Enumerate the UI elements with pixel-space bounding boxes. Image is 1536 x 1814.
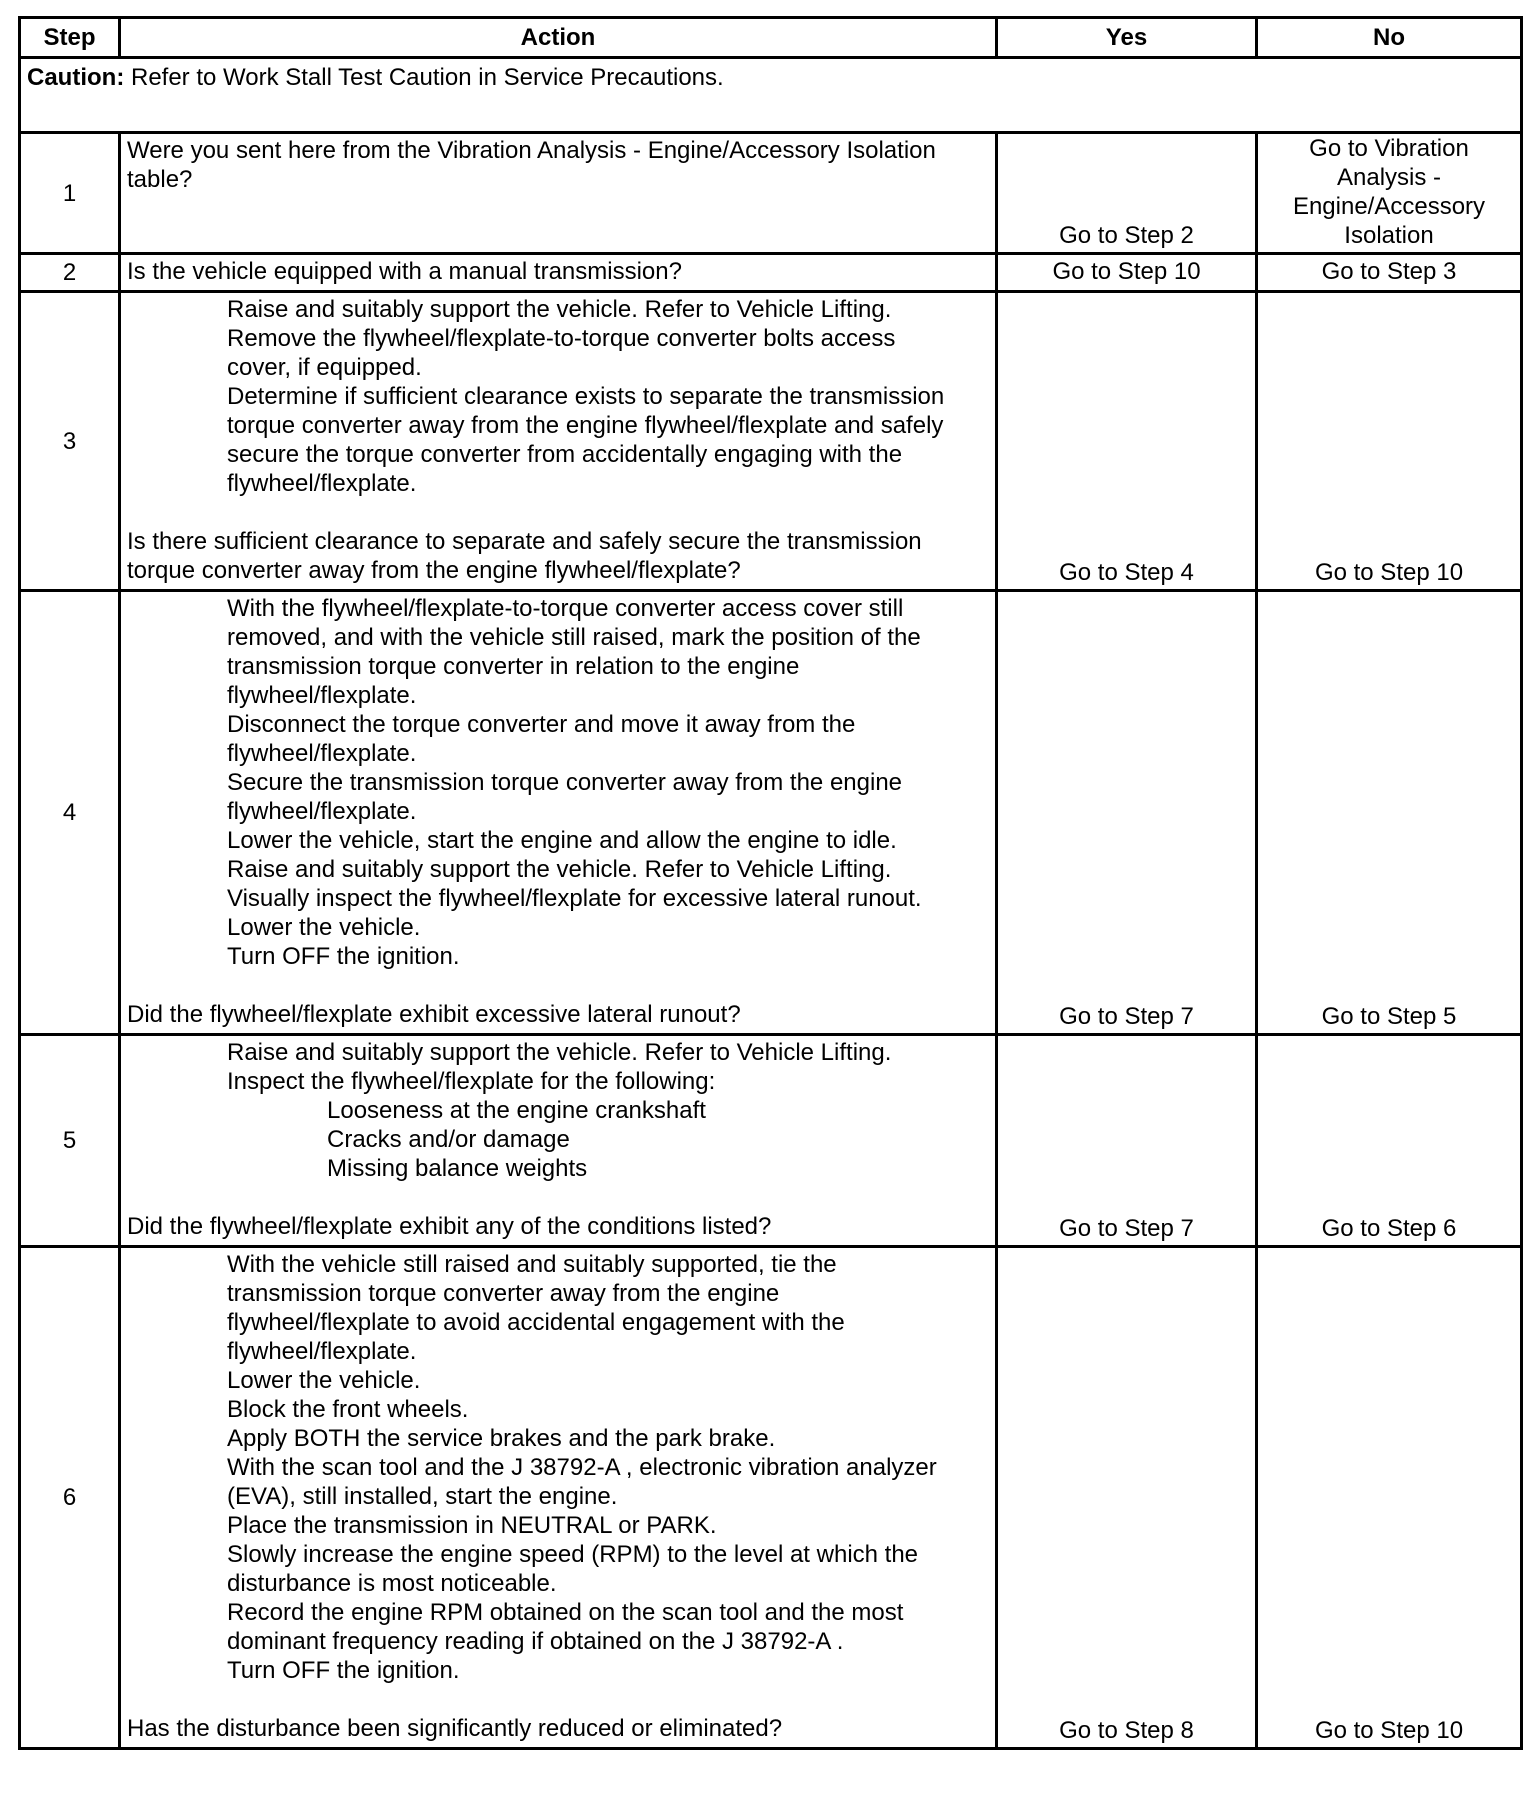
action-step: disturbance is most noticeable. [227,1570,557,1597]
header-no: No [1257,18,1522,58]
table-row-step-3 [20,292,1522,591]
question-text: Has the disturbance been significantly reduced or eliminated? [127,1715,783,1742]
action-cell [120,1247,997,1749]
action-step: Lower the vehicle, start the engine and allow the engine to idle. [227,827,897,854]
action-step: flywheel/flexplate to avoid accidental engagement with the [227,1309,845,1336]
step-number: 6 [20,1247,120,1749]
action-step: Lower the vehicle. [227,914,421,941]
action-substep: Cracks and/or damage [327,1126,570,1153]
action-step: Determine if sufficient clearance exists to separate the transmission [227,383,945,410]
step-number: 3 [20,292,120,591]
no-cell [1257,133,1522,254]
caution-label: Caution: [27,64,125,91]
yes-cell: Go to Step 7 [997,1035,1257,1247]
caution-text: Refer to Work Stall Test Caution in Service Precautions. [124,64,724,91]
yes-cell: Go to Step 2 [997,133,1257,254]
table-row-step-4 [20,591,1522,1035]
action-step: Secure the transmission torque converter away from the engine [227,769,903,796]
action-step: flywheel/flexplate. [227,1338,417,1365]
action-step: Remove the flywheel/flexplate-to-torque converter bolts access [227,325,896,352]
action-step: Visually inspect the flywheel/flexplate for excessive lateral runout. [227,885,922,912]
yes-cell: Go to Step 10 [997,254,1257,292]
yes-cell: Go to Step 7 [997,591,1257,1035]
no-cell: Go to Step 3 [1257,254,1522,292]
action-step: Raise and suitably support the vehicle. Refer to Vehicle Lifting. [227,296,892,323]
action-step: With the vehicle still raised and suitably supported, tie the [227,1251,837,1278]
step-number: 5 [20,1035,120,1247]
action-line: table? [127,166,193,193]
table-row-step-5 [20,1035,1522,1247]
header-step: Step [20,18,120,58]
action-step: With the flywheel/flexplate-to-torque converter access cover still [227,595,904,622]
action-step: Record the engine RPM obtained on the scan tool and the most [227,1599,904,1626]
step-number: 2 [20,254,120,292]
action-step: transmission torque converter in relation to the engine [227,653,800,680]
no-line: Isolation [1344,222,1434,249]
question-text: Is the vehicle equipped with a manual transmission? [127,258,682,285]
no-cell: Go to Step 5 [1257,591,1522,1035]
no-cell: Go to Step 10 [1257,292,1522,591]
action-step: Disconnect the torque converter and move it away from the [227,711,856,738]
action-step: cover, if equipped. [227,354,422,381]
table-row-step-2 [20,254,1522,292]
action-step: Turn OFF the ignition. [227,943,460,970]
action-step: Turn OFF the ignition. [227,1657,460,1684]
question-text: Did the flywheel/flexplate exhibit excessive lateral runout? [127,1001,741,1028]
header-yes: Yes [997,18,1257,58]
action-step: flywheel/flexplate. [227,740,417,767]
action-substep: Looseness at the engine crankshaft [327,1097,706,1124]
action-step: (EVA), still installed, start the engine. [227,1483,618,1510]
yes-cell: Go to Step 8 [997,1247,1257,1749]
action-step: transmission torque converter away from the engine [227,1280,780,1307]
action-cell [120,1035,997,1247]
action-step: secure the torque converter from accidentally engaging with the [227,441,903,468]
yes-cell: Go to Step 4 [997,292,1257,591]
action-step: dominant frequency reading if obtained on the J 38792-A . [227,1628,844,1655]
action-step: Apply BOTH the service brakes and the park brake. [227,1425,776,1452]
table-row-step-1 [20,133,1522,254]
caution-cell [20,58,1522,133]
table-row-step-6 [20,1247,1522,1749]
question-text: Is there sufficient clearance to separate and safely secure the transmission [127,528,922,555]
action-step: Lower the vehicle. [227,1367,421,1394]
action-step: flywheel/flexplate. [227,470,417,497]
action-step: Block the front wheels. [227,1396,469,1423]
no-line: Go to Vibration [1309,135,1469,162]
action-cell [120,133,997,254]
action-step: torque converter away from the engine flywheel/flexplate and safely [227,412,944,439]
action-line: Were you sent here from the Vibration Analysis - Engine/Accessory Isolation [127,137,936,164]
action-step: removed, and with the vehicle still raised, mark the position of the [227,624,921,651]
action-step: flywheel/flexplate. [227,682,417,709]
header-action: Action [120,18,997,58]
action-step: Raise and suitably support the vehicle. Refer to Vehicle Lifting. [227,856,892,883]
no-cell: Go to Step 6 [1257,1035,1522,1247]
no-line: Engine/Accessory [1292,193,1486,220]
action-cell [120,591,997,1035]
action-cell [120,254,997,292]
action-step: Raise and suitably support the vehicle. Refer to Vehicle Lifting. [227,1039,892,1066]
action-step: Place the transmission in NEUTRAL or PARK. [227,1512,717,1539]
step-number: 1 [20,133,120,254]
action-step: flywheel/flexplate. [227,798,417,825]
no-cell: Go to Step 10 [1257,1247,1522,1749]
header-row [20,18,1522,58]
no-line: Analysis - [1336,164,1442,191]
step-number: 4 [20,591,120,1035]
question-text: torque converter away from the engine flywheel/flexplate? [127,557,741,584]
diagnostic-table [18,16,1523,1750]
action-cell [120,292,997,591]
caution-row [20,58,1522,133]
action-step: Slowly increase the engine speed (RPM) to the level at which the [227,1541,919,1568]
action-step: With the scan tool and the J 38792-A , electronic vibration analyzer [227,1454,937,1481]
action-substep: Missing balance weights [327,1155,588,1182]
action-step: Inspect the flywheel/flexplate for the following: [227,1068,716,1095]
question-text: Did the flywheel/flexplate exhibit any of the conditions listed? [127,1213,772,1240]
